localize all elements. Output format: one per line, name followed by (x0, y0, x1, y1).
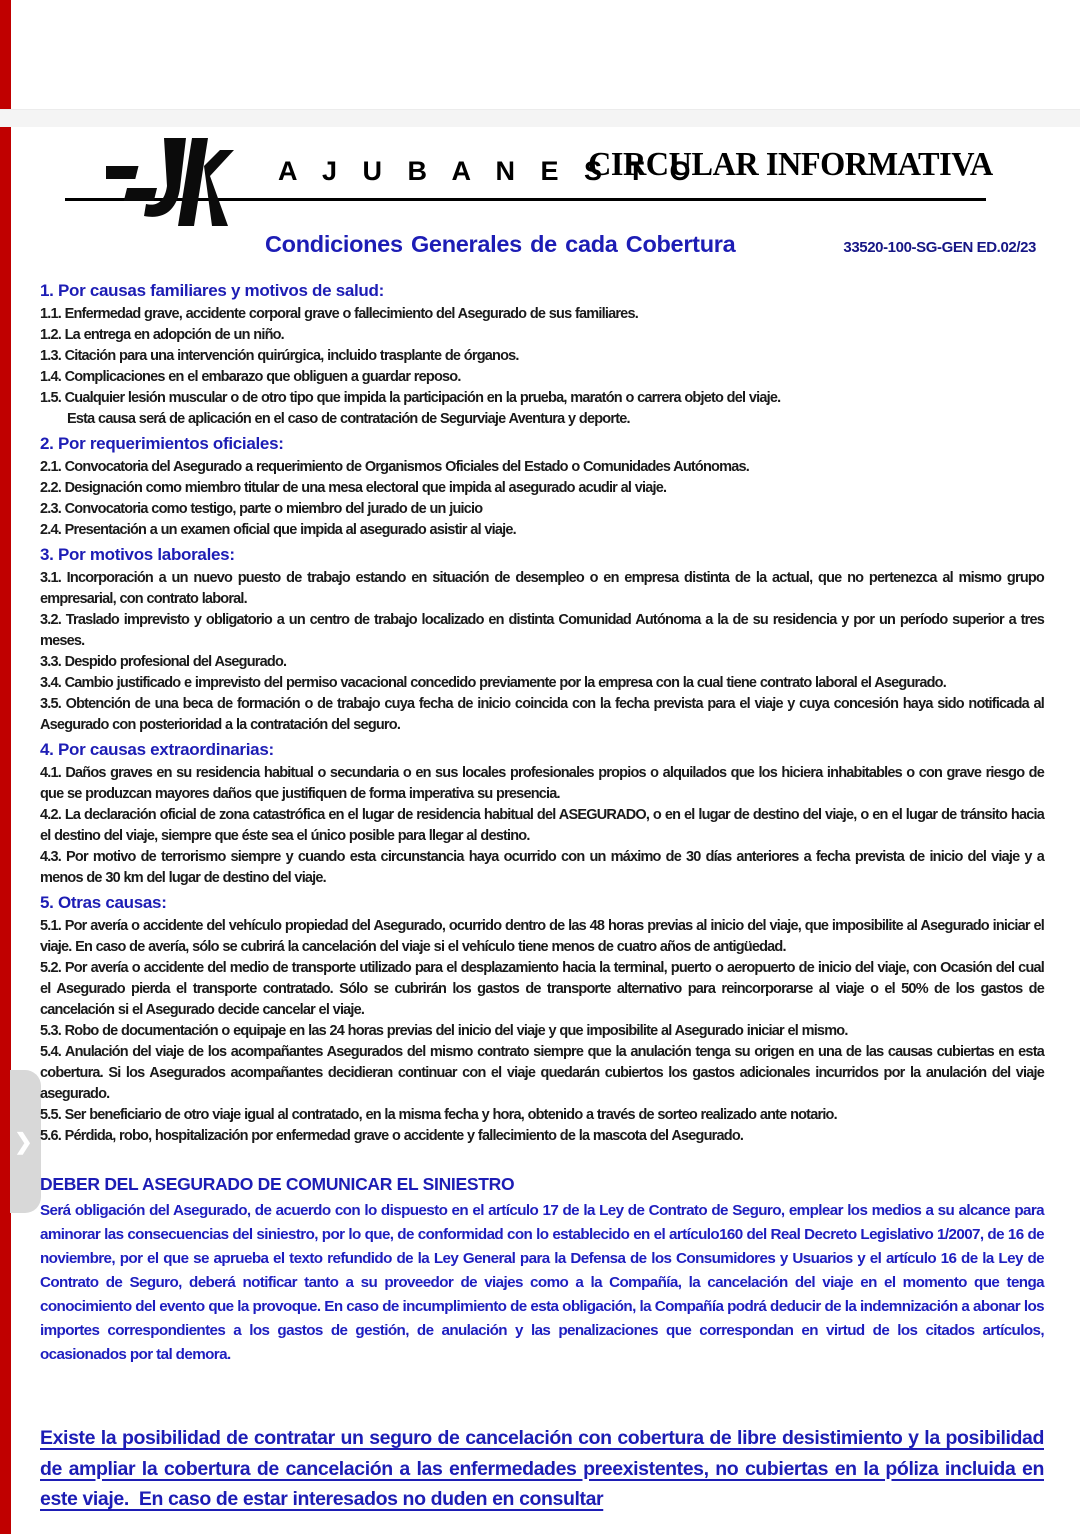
clause-item: 3.2. Traslado imprevisto y obligatorio a un centro de trabajo localizado en distinta Comunidad Autónoma a la de su residencia y por un período superior a tres meses. (40, 612, 1044, 649)
duty-heading: DEBER DEL ASEGURADO DE COMUNICAR EL SINIESTRO (40, 1174, 515, 1194)
clause-item: 1.5. Cualquier lesión muscular o de otro tipo que impida la participación en la prueba, maratón o carrera objeto del viaje. (40, 390, 781, 406)
clause-item: 4.2. La declaración oficial de zona catastrófica en el lugar de residencia habitual del ASEGURADO, o en el lugar de destino del viaje, o en el lugar de tránsito hacia el destino del viaje, siempre que éste sea el único posible para llegar al destino. (40, 807, 1044, 844)
coverage-sections (40, 280, 1044, 1147)
section-heading: 5. Otras causas: (40, 893, 167, 912)
document-header (40, 140, 1044, 198)
section-heading: 4. Por causas extraordinarias: (40, 740, 274, 759)
clause-item: 5.1. Por avería o accidente del vehículo propiedad del Asegurado, ocurrido dentro de las 48 horas previas al inicio del viaje, que imposibilite al Asegurado iniciar el viaje. En caso de avería, sólo se cubrirá la cancelación del viaje si el vehículo tiene menos de cuatro años de antigüedad. (40, 918, 1044, 955)
section-heading: 2. Por requerimientos oficiales: (40, 434, 284, 453)
duty-section (40, 1173, 1044, 1367)
footer-note: Existe la posibilidad de contratar un seguro de cancelación con cobertura de libre desistimiento y la posibilidad de ampliar la cobertura de cancelación a las enfermedades preexistentes, no cubiertas en la póliza incluida en este viaje. En caso de estar interesados no duden en consultar (40, 1427, 1044, 1510)
clause-item: 5.4. Anulación del viaje de los acompañantes Asegurados del mismo contrato siempre que la anulación tenga su origen en una de las causas cubiertas en esta cobertura. Si los Asegurados acompañantes decidieran continuar con el viaje quedarán cubiertos los gastos adicionales incurridos por la anulación del viaje asegurado. (40, 1044, 1044, 1102)
clause-item: 1.1. Enfermedad grave, accidente corporal grave o fallecimiento del Asegurado de sus familiares. (40, 306, 638, 322)
clause-item: 2.3. Convocatoria como testigo, parte o miembro del jurado de un juicio (40, 501, 483, 517)
clause-item: Esta causa será de aplicación en el caso de contratación de Segurviaje Aventura y deporte. (67, 411, 630, 427)
page-title: Condiciones Generales de cada Cobertura (265, 231, 736, 257)
document-code: 33520-100-SG-GEN ED.02/23 (843, 239, 1036, 256)
ajubanesto-logo-icon (106, 136, 236, 228)
clause-item: 5.3. Robo de documentación o equipaje en las 24 horas previas del inicio del viaje y que imposibilite al Asegurado iniciar el mismo. (40, 1023, 848, 1039)
section-heading: 1. Por causas familiares y motivos de salud: (40, 281, 384, 300)
clause-item: 3.3. Despido profesional del Asegurado. (40, 654, 287, 670)
clause-item: 2.2. Designación como miembro titular de una mesa electoral que impida al asegurado acudir al viaje. (40, 480, 667, 496)
chevron-right-icon: ❯ (14, 1128, 33, 1154)
clause-item: 5.6. Pérdida, robo, hospitalización por enfermedad grave o accidente y fallecimiento de la mascota del Asegurado. (40, 1128, 744, 1144)
clause-item: 2.4. Presentación a un examen oficial que impida al asegurado asistir al viaje. (40, 522, 516, 538)
clause-item: 4.1. Daños graves en su residencia habitual o secundaria o en sus locales profesionales propios o alquilados que los hiciera inhabitables o con grave riesgo de que se produzcan mayores daños que justifiquen de forma imperativa su presencia. (40, 765, 1044, 802)
clause-item: 5.5. Ser beneficiario de otro viaje igual al contratado, en la misma fecha y hora, obtenido a través de sorteo realizado ante notario. (40, 1107, 837, 1123)
clause-item: 2.1. Convocatoria del Asegurado a requerimiento de Organismos Oficiales del Estado o Comunidades Autónomas. (40, 459, 749, 475)
document-type-title: CIRCULAR INFORMATIVA (588, 146, 993, 183)
duty-body: Será obligación del Asegurado, de acuerdo con lo dispuesto en el artículo 17 de la Ley de Contrato de Seguro, emplear los medios a su alcance para aminorar las consecuencias del siniestro, por lo que, de conformidad con lo establecido en el artículo160 del Real Decreto Legislativo 1/2007, de 16 de noviembre, por el que se aprueba el texto refundido de la Ley General para la Defensa de los Consumidores y Usuarios y el artículo 16 de la Ley de Contrato de Seguro, deberá notificar tanto a su proveedor de viajes como a la Compañía, la cancelación del viaje en el momento que tenga conocimiento del evento que la provoque. En caso de incumplimiento de esta obligación, la Compañía podrá deducir de la indemnización a abonar los importes correspondientes a los gastos de gestión, de anulación y las penalizaciones que correspondan en virtud de los citados artículos, ocasionados por tal demora. (40, 1202, 1044, 1363)
clause-item: 1.3. Citación para una intervención quirúrgica, incluido trasplante de órganos. (40, 348, 519, 364)
clause-item: 1.4. Complicaciones en el embarazo que obliguen a guardar reposo. (40, 369, 461, 385)
clause-item: 5.2. Por avería o accidente del medio de transporte utilizado para el desplazamiento hacia la terminal, puerto o aeropuerto de inicio del viaje, con Ocasión del cual el Asegurado pierda el transporte contratado. Sólo se cubrirán los gastos de transporte alternativo para reincorporarse al viaje o el 50% de los gastos de cancelación si el Asegurado decide cancelar el viaje. (40, 960, 1044, 1018)
clause-item: 3.1. Incorporación a un nuevo puesto de trabajo estando en situación de desempleo o en empresa distinta de la actual, que no pertenezca al mismo grupo empresarial, con contrato laboral. (40, 570, 1044, 607)
clause-item: 3.4. Cambio justificado e imprevisto del permiso vacacional concedido previamente por la empresa con la cual tiene contrato laboral el Asegurado. (40, 675, 946, 691)
brand-name: A J U B A N E S T O (278, 156, 700, 186)
clause-item: 1.2. La entrega en adopción de un niño. (40, 327, 284, 343)
title-row (40, 231, 1044, 258)
clause-item: 3.5. Obtención de una beca de formación o de trabajo cuya fecha de inicio coincida con la fecha prevista para el viaje y cuya concesión haya sido notificada al Asegurado con posterioridad a la contratación del seguro. (40, 696, 1044, 733)
section-heading: 3. Por motivos laborales: (40, 545, 235, 564)
clause-item: 4.3. Por motivo de terrorismo siempre y cuando esta circunstancia haya ocurrido con un máximo de 30 días anteriores a fecha prevista de inicio del viaje y a menos de 30 km del lugar de destino del viaje. (40, 849, 1044, 886)
